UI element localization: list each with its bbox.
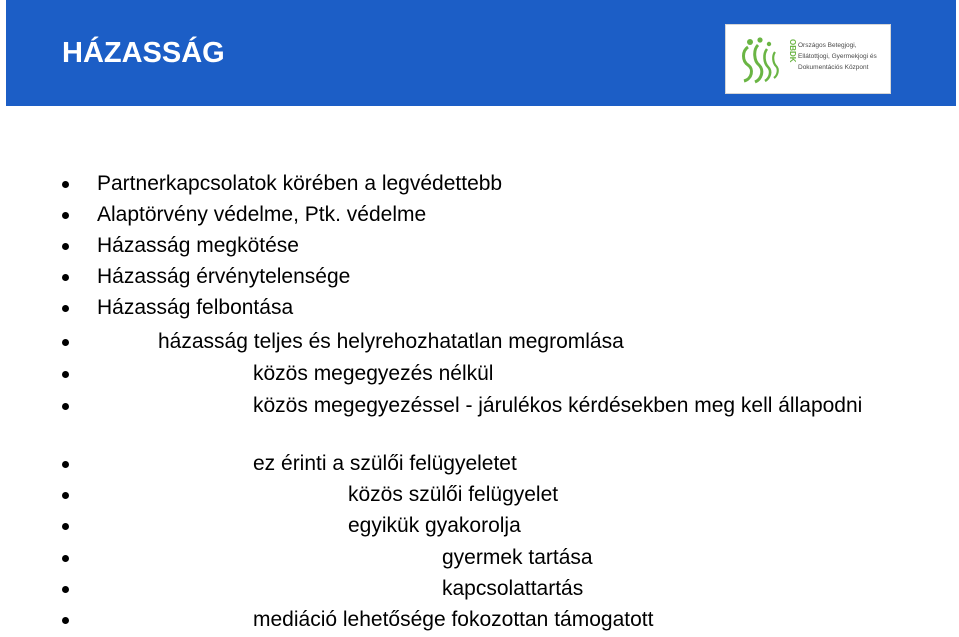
logo-acronym: OBDK (788, 39, 797, 63)
logo-figure-head-2 (757, 37, 762, 42)
bullet-text: ez érinti a szülői felügyeletet (253, 452, 517, 475)
bullet-dot (62, 243, 69, 250)
bullet-dot (62, 181, 69, 188)
list-item (0, 514, 959, 544)
bullet-dot (62, 212, 69, 219)
bullet-dot (62, 555, 69, 562)
list-item (0, 296, 959, 326)
logo-figure-1 (744, 47, 752, 81)
bullet-dot (62, 339, 69, 346)
list-item (0, 577, 959, 607)
bullet-dot (62, 305, 69, 312)
bullet-text: mediáció lehetősége fokozottan támogatott (253, 608, 654, 631)
bullet-text: gyermek tartása (442, 546, 593, 569)
bullet-dot (62, 492, 69, 499)
list-item (0, 203, 959, 233)
logo-figure-2 (755, 45, 762, 82)
bullet-text: közös megegyezés nélkül (253, 362, 494, 385)
logo-line-2: Ellátottjogi, Gyermekjogi és (798, 53, 877, 60)
bullet-text: Házasság felbontása (97, 296, 294, 319)
bullet-text: kapcsolattartás (442, 577, 584, 600)
bullet-text: házasság teljes és helyrehozhatatlan megromlása (158, 330, 624, 353)
bullet-dot (62, 403, 69, 410)
list-item (0, 234, 959, 264)
logo-figure-4 (773, 52, 778, 78)
bullet-text: Házasság érvénytelensége (97, 265, 351, 288)
logo-figure-head-3 (767, 42, 771, 46)
bullet-dot (62, 371, 69, 378)
obdk-logo (725, 24, 891, 94)
list-item (0, 452, 959, 482)
logo-figure-3 (764, 49, 770, 81)
logo-line-3: Dokumentációs Központ (798, 64, 869, 71)
bullet-text: egyikük gyakorolja (348, 514, 521, 537)
list-item (0, 394, 959, 450)
list-item (0, 330, 959, 360)
list-item (0, 265, 959, 295)
slide-title: HÁZASSÁG (62, 37, 225, 69)
bullet-dot (62, 617, 69, 624)
logo-line-1: Országos Betegjogi, (798, 42, 857, 49)
list-item (0, 362, 959, 392)
bullet-text: közös megegyezéssel - járulékos kérdésekben meg kell állapodni (253, 394, 863, 417)
bullet-text: Partnerkapcsolatok körében a legvédettebb (97, 172, 503, 195)
list-item (0, 546, 959, 576)
list-item (0, 608, 959, 637)
bullet-dot (62, 461, 69, 468)
bullet-dot (62, 523, 69, 530)
logo-graphic (726, 25, 891, 94)
bullet-text: Házasság megkötése (97, 234, 299, 257)
list-item (0, 483, 959, 513)
bullet-text: közös szülői felügyelet (348, 483, 559, 506)
bullet-text: Alaptörvény védelme, Ptk. védelme (97, 203, 427, 226)
slide-header (6, 0, 956, 106)
logo-figure-head-1 (747, 39, 753, 45)
bullet-dot (62, 274, 69, 281)
bullet-dot (62, 586, 69, 593)
list-item (0, 172, 959, 202)
